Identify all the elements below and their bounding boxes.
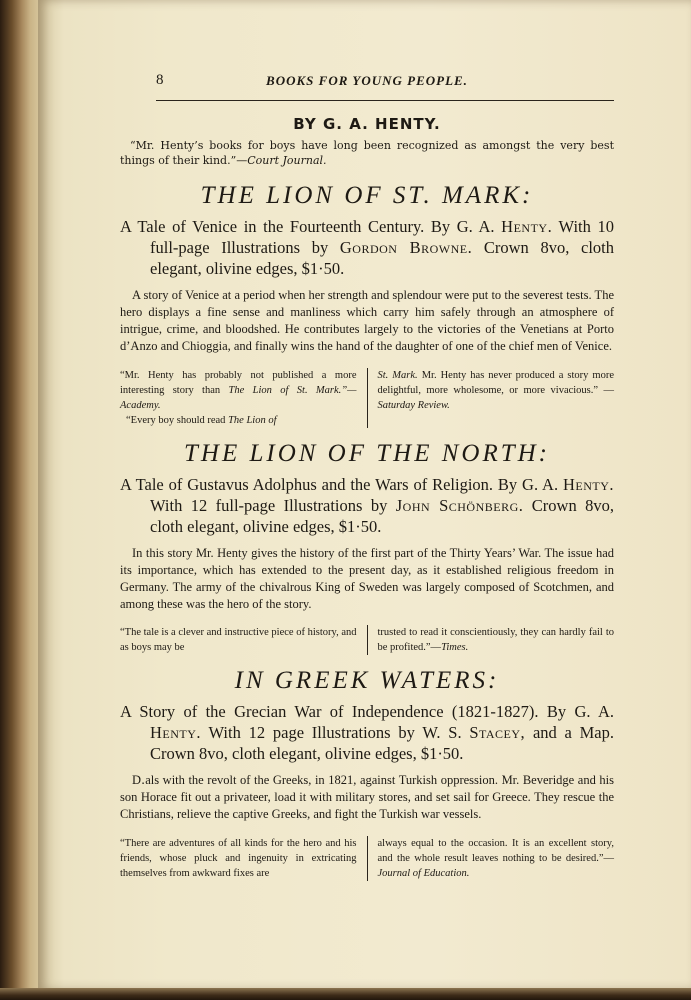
book-reviews bbox=[120, 625, 614, 655]
review-left: “There are adventures of all kinds for the hero and his friends, whose pluck and ingenuity in extricating themselves from awkward fixes are bbox=[120, 836, 368, 881]
book-description: D․als with the revolt of the Greeks, in 1821, against Turkish oppression. Mr. Beveridge and his son Horace fit out a privateer, load it with military stores, and set sail for Greece. They rescue the Christians, relieve the captive Greeks, and fight the Turkish war vessels. bbox=[120, 773, 614, 821]
review-right: St. Mark. Mr. Henty has never produced a story more delightful, more wholesome, or more vivacious.” — Saturday Review. bbox=[377, 369, 614, 411]
book-description: A story of Venice at a period when her strength and splendour were put to the severest tests. The hero displays a fine sense and manliness which carry him safely through an atmosphere of intrigue, crime, and bloodshed. He contributes largely to the victories of the Venetians at Porto d’Anzo and Chioggia, and finally wins the hand of the daughter of one of the chief men of Venice. bbox=[120, 288, 614, 353]
book-entry-in-greek-waters bbox=[120, 667, 614, 881]
book-title: THE LION OF THE NORTH: bbox=[183, 439, 551, 467]
book-subtitle: A Story of the Grecian War of Independence (1821-1827). By G. A. Henty. With 12 page Illustrations by W. S. Stacey, and a Map. Crown 8vo, cloth elegant, olivine edges, $1·50. bbox=[120, 702, 614, 763]
book-subtitle: A Tale of Venice in the Fourteenth Century. By G. A. Henty. With 10 full-page Illustrations by Gordon Browne. Crown 8vo, cloth elegant, olivine edges, $1·50. bbox=[120, 217, 614, 278]
review-right: trusted to read it conscientiously, they can hardly fail to be profited.”—Times. bbox=[377, 627, 614, 653]
author-heading: BY G. A. HENTY. bbox=[293, 115, 441, 133]
book-entry-lion-of-the-north bbox=[120, 440, 614, 656]
book-reviews bbox=[120, 836, 614, 881]
header-rule bbox=[156, 100, 614, 101]
review-left: “The tale is a clever and instructive piece of history, and as boys may be bbox=[120, 625, 368, 655]
epigraph: “Mr. Henty’s books for boys have long been recognized as amongst the very best things of their kind.”—Court Journal. bbox=[120, 139, 614, 167]
running-head bbox=[120, 68, 614, 92]
book-title: THE LION OF ST. MARK: bbox=[200, 182, 534, 209]
book-reviews bbox=[120, 368, 614, 428]
page-content bbox=[120, 68, 614, 881]
review-left: “Mr. Henty has probably not published a more interesting story than The Lion of St. Mark.”—Academy. “Every boy should read The Lion of bbox=[120, 368, 368, 428]
page-number: 8 bbox=[156, 72, 164, 88]
review-right: always equal to the occasion. It is an excellent story, and the whole result leaves nothing to be desired.”—Journal of Education. bbox=[377, 837, 614, 879]
book-title: IN GREEK WATERS: bbox=[234, 667, 500, 694]
page-bottom-edge bbox=[0, 988, 691, 1000]
book-description: In this story Mr. Henty gives the history of the first part of the Thirty Years’ War. The issue had its importance, which has extended to the present day, as it established religious freedom in Germany. The army of the chivalrous King of Sweden was largely composed of Scotchmen, and among these was the hero of the story. bbox=[120, 545, 614, 611]
book-spine bbox=[0, 0, 40, 1000]
running-title: BOOKS FOR YOUNG PEOPLE. bbox=[266, 73, 468, 88]
book-entry-lion-of-st-mark bbox=[120, 182, 614, 428]
book-subtitle: A Tale of Gustavus Adolphus and the Wars of Religion. By G. A. Henty. With 12 full-page Illustrations by John Schönberg. Crown 8vo, cloth elegant, olivine edges, $1·50. bbox=[120, 474, 614, 536]
